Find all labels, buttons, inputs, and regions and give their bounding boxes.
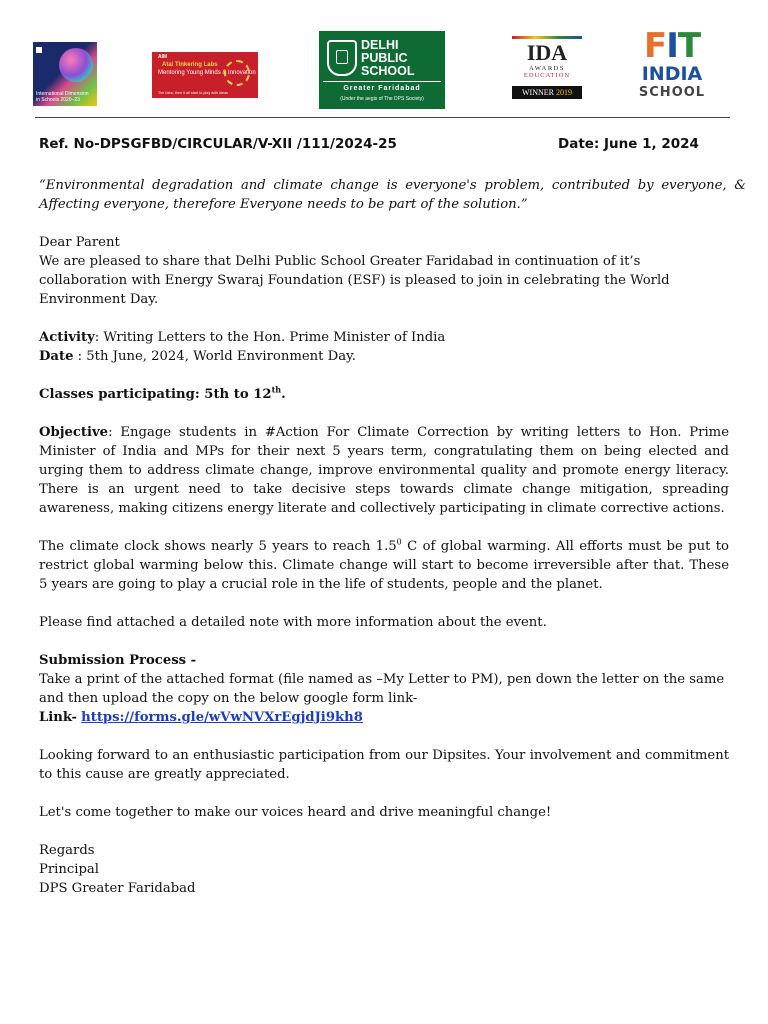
dps-campus: Greater Faridabad: [343, 85, 421, 92]
classes-line: Classes participating: 5th to 12th.: [39, 384, 286, 402]
atal-tinkering-labs-logo: [152, 52, 258, 98]
gear-icon: [224, 60, 250, 86]
atl-footer: The Idea, then it all start to play with ideas: [158, 91, 228, 95]
link-line: Link- https://forms.gle/wVwNVXrEgjdJi9kh8: [39, 710, 363, 725]
signatory-org: DPS Greater Faridabad: [39, 881, 196, 896]
together-line: Let's come together to make our voices heard and drive meaningful change!: [39, 805, 552, 820]
fit-india: INDIA: [641, 63, 703, 85]
fit-wordmark: FIT: [643, 26, 701, 66]
ida-awards: AWARDS: [529, 65, 565, 72]
intro-paragraph: We are pleased to share that Delhi Public School Greater Faridabad in continuation of it’s collaboration with Energy Swaraj Foundation (ESF) is pleased to join in celebrating the World Environment Day.: [39, 254, 670, 307]
school-crest-icon: [327, 40, 357, 76]
dps-name: DELHI PUBLIC SCHOOL: [361, 38, 415, 78]
circular-date: Date: June 1, 2024: [558, 136, 699, 152]
colour-bar: [512, 36, 582, 39]
international-dimension-logo: [33, 42, 97, 106]
reference-line: [39, 136, 731, 156]
google-form-link[interactable]: https://forms.gle/wVwNVXrEgjdJi9kh8: [81, 710, 363, 725]
submission-text: Take a print of the attached format (file named as –My Letter to PM), pen down the letter on the same and then upload the copy on the below google form link-: [39, 672, 725, 706]
forward-paragraph: Looking forward to an enthusiastic participation from our Dipsites. Your involvement and commitment to this cause are greatly appreciated.: [39, 748, 729, 782]
dps-logo: [319, 31, 445, 109]
climate-clock-paragraph: The climate clock shows nearly 5 years to reach $1.5^0$ C of global warming. All efforts must be put to restrict global warming below this. Climate change will start to become irreversible after that. These 5 years are going to play a crucial role in the life of students, people and the planet.: [39, 537, 730, 592]
ida-winner-badge: WINNER 2019: [512, 86, 582, 99]
reference-number: Ref. No-DPSGFBD/CIRCULAR/V-XII /111/2024-25: [39, 136, 397, 152]
quote: “Environmental degradation and climate change is everyone's problem, contributed by everyone, & Affecting everyone, therefore Everyone needs to be part of the solution.”: [39, 178, 746, 212]
fit-india-logo: [634, 28, 710, 110]
circular-body: [39, 176, 746, 898]
regards: Regards: [39, 843, 95, 858]
date-line: Date : 5th June, 2024, World Environment Day.: [39, 349, 356, 364]
salutation: Dear Parent: [39, 235, 120, 250]
atl-name: Atal Tinkering Labs: [162, 62, 218, 68]
ida-education: EDUCATION: [523, 72, 571, 79]
dps-aegis: (Under the aegis of The DPS Society): [340, 96, 424, 102]
submission-heading: Submission Process -: [39, 653, 197, 668]
colour-circles-icon: [59, 48, 93, 82]
ida-awards-logo: [512, 36, 582, 110]
signatory-title: Principal: [39, 862, 100, 877]
ida-title: IDA: [526, 40, 568, 65]
atl-tagline: Mentoring Young Minds & Innovation: [158, 70, 256, 76]
header-divider: [35, 117, 730, 118]
logo-strip: [0, 28, 768, 114]
objective-paragraph: Objective: Engage students in #Action For Climate Correction by writing letters to Hon. Prime Minister of India and MPs for their next 5 years term, congratulating them on being elected and urging them to address climate change, improve environmental quality and promote energy literacy. There is an urgent need to take decisive steps towards climate change mitigation, spreading awareness, making citizens energy literate and collectively participating in climate corrective actions.: [39, 425, 729, 516]
aim-label: AIM: [158, 54, 168, 60]
fit-school: SCHOOL: [638, 85, 706, 100]
ids-logo-text: International Dimension in Schools 2020–23: [36, 91, 89, 103]
attached-note: Please find attached a detailed note with more information about the event.: [39, 615, 547, 630]
activity-line: Activity: Writing Letters to the Hon. Prime Minister of India: [39, 330, 446, 345]
british-council-mark-icon: [36, 47, 42, 53]
